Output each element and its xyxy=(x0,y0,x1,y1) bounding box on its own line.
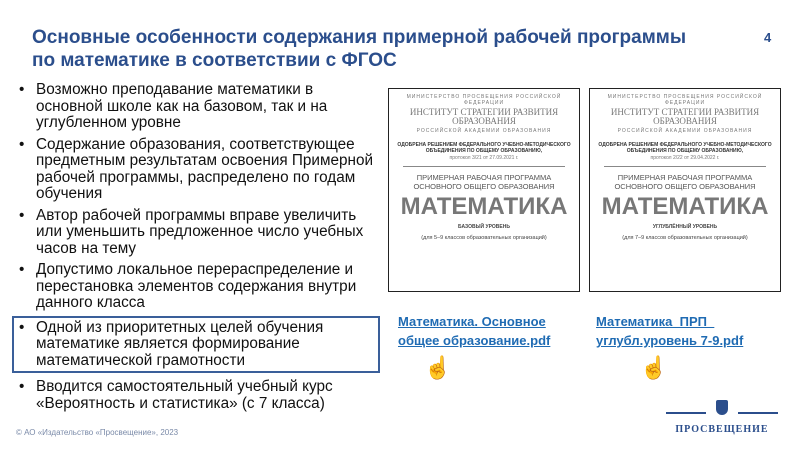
slide-title: Основные особенности содержания примерной рабочей программы по математике в соответствии с ФГОС xyxy=(32,27,687,71)
program-title: ПРИМЕРНАЯ РАБОЧАЯ ПРОГРАММА ОСНОВНОГО ОБЩЕГО ОБРАЗОВАНИЯ xyxy=(413,173,555,191)
cover-advanced xyxy=(589,88,781,292)
logo-text: ПРОСВЕЩЕНИЕ xyxy=(675,424,769,435)
link-basic-pdf[interactable]: Математика. Основное общее образование.pdf xyxy=(398,314,551,348)
level: УГЛУБЛЁННЫЙ УРОВЕНЬ xyxy=(652,224,718,230)
classes: (для 5–9 классов образовательных организаций) xyxy=(421,235,547,241)
bullet-item: • Возможно преподавание математики в основной школе как на базовом, так и на углубленном уровне xyxy=(16,82,376,132)
prosveshchenie-logo xyxy=(666,400,778,435)
level: БАЗОВЫЙ УРОВЕНЬ xyxy=(458,224,510,230)
shield-icon xyxy=(716,400,728,415)
approval: ОДОБРЕНА РЕШЕНИЕМ ФЕДЕРАЛЬНОГО УЧЕБНО-МЕТОДИЧЕСКОГО ОБЪЕДИНЕНИЯ ПО ОБЩЕМУ ОБРАЗОВАНИЮ, xyxy=(397,142,571,154)
hand-pointer-icon: ☝ xyxy=(640,355,668,380)
institute: ИНСТИТУТ СТРАТЕГИИ РАЗВИТИЯ ОБРАЗОВАНИЯ xyxy=(409,107,559,126)
copyright: © АО «Издательство «Просвещение», 2023 xyxy=(16,428,179,437)
program-title: ПРИМЕРНАЯ РАБОЧАЯ ПРОГРАММА ОСНОВНОГО ОБЩЕГО ОБРАЗОВАНИЯ xyxy=(614,173,756,191)
bullet-list xyxy=(16,82,376,417)
bullet-item: • Автор рабочей программы вправе увеличить или уменьшить предложенное число учебных часов на тему xyxy=(16,208,376,258)
protocol: протокол 2/22 от 29.04.2022 г. xyxy=(650,155,720,161)
page-number: 4 xyxy=(764,30,772,45)
academy: РОССИЙСКОЙ АКАДЕМИИ ОБРАЗОВАНИЯ xyxy=(416,128,552,134)
divider xyxy=(604,166,766,167)
protocol: протокол 3/21 от 27.09.2021 г. xyxy=(449,155,519,161)
link-advanced-pdf[interactable]: Математика_ПРП_ углубл.уровень 7-9.pdf xyxy=(596,314,744,348)
subject: МАТЕМАТИКА xyxy=(601,193,769,220)
bullet-item: • Содержание образования, соответствующее предметным результатам освоения Примерной рабочей программы, распределено по годам обучения xyxy=(16,137,376,203)
classes: (для 7–9 классов образовательных организаций) xyxy=(622,235,748,241)
bullet-item-highlighted: • Одной из приоритетных целей обучения математике является формирование математической грамотности xyxy=(16,320,376,370)
approval: ОДОБРЕНА РЕШЕНИЕМ ФЕДЕРАЛЬНОГО УЧЕБНО-МЕТОДИЧЕСКОГО ОБЪЕДИНЕНИЯ ПО ОБЩЕМУ ОБРАЗОВАНИЮ, xyxy=(598,142,772,154)
institute: ИНСТИТУТ СТРАТЕГИИ РАЗВИТИЯ ОБРАЗОВАНИЯ xyxy=(610,107,760,126)
divider xyxy=(403,166,565,167)
bullet-item: • Вводится самостоятельный учебный курс «Вероятность и статистика» (с 7 класса) xyxy=(16,379,376,412)
bullet-item: • Допустимо локальное перераспределение и перестановка элементов содержания внутри данного класса xyxy=(16,262,376,312)
subject: МАТЕМАТИКА xyxy=(400,193,568,220)
academy: РОССИЙСКОЙ АКАДЕМИИ ОБРАЗОВАНИЯ xyxy=(617,128,753,134)
cover-basic xyxy=(388,88,580,292)
ministry: МИНИСТЕРСТВО ПРОСВЕЩЕНИЯ РОССИЙСКОЙ ФЕДЕРАЦИИ xyxy=(607,94,763,106)
hand-pointer-icon: ☝ xyxy=(424,355,452,380)
ministry: МИНИСТЕРСТВО ПРОСВЕЩЕНИЯ РОССИЙСКОЙ ФЕДЕРАЦИИ xyxy=(406,94,562,106)
